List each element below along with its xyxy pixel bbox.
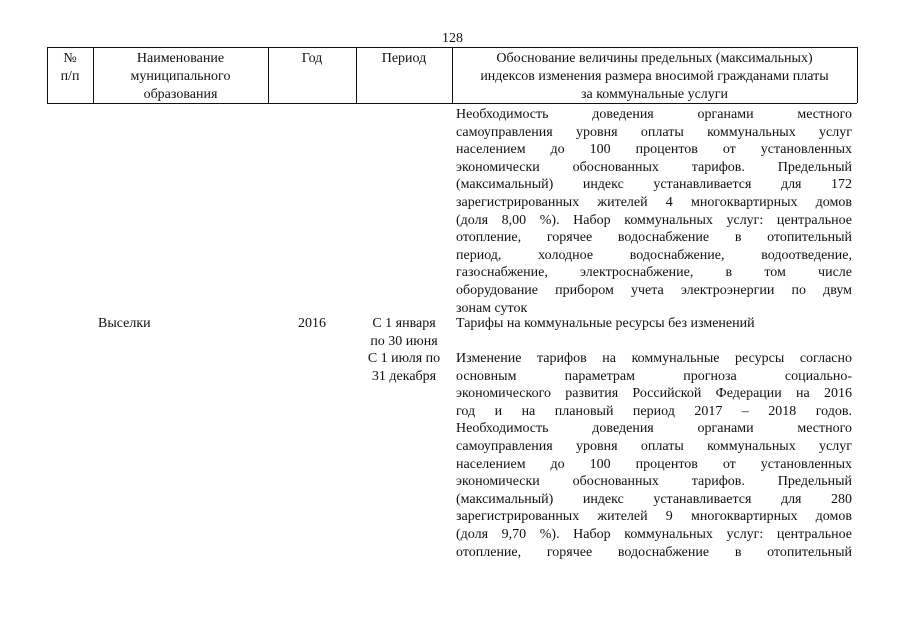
paragraph-line: Необходимость доведения органами местного xyxy=(456,421,852,437)
row-year: 2016 xyxy=(298,316,326,331)
justification-second-half xyxy=(456,350,852,561)
period-line: С 1 января xyxy=(372,316,436,331)
paragraph-line: (доля 9,70 %). Набор коммунальных услуг: центральное xyxy=(456,526,852,542)
header-num-line: п/п xyxy=(60,69,80,84)
paragraph-line: (максимальный) индекс устанавливается для 172 xyxy=(456,177,852,193)
paragraph-line: зонам суток xyxy=(456,300,528,316)
paragraph-line: газоснабжение, электроснабжение, в том числе xyxy=(456,265,852,281)
paragraph-line: экономического развития Российской Федерации на 2016 xyxy=(456,386,852,402)
period-second-half xyxy=(356,350,452,385)
justification-continuation xyxy=(456,106,852,317)
period-first-half xyxy=(356,315,452,350)
table-right-border xyxy=(857,47,858,103)
paragraph-line: год и на плановый период 2017 – 2018 годов. xyxy=(456,403,852,419)
paragraph-line: (доля 8,00 %). Набор коммунальных услуг: центральное xyxy=(456,212,852,228)
header-num-line: № xyxy=(63,51,77,66)
period-line: С 1 июля по xyxy=(367,351,441,366)
paragraph-line: экономически обоснованных тарифов. Предельный xyxy=(456,159,852,175)
paragraph-line: отопление, горячее водоснабжение в отопительный xyxy=(456,230,852,246)
paragraph-line: Изменение тарифов на коммунальные ресурсы согласно xyxy=(456,351,852,366)
period-line: 31 декабря xyxy=(371,368,437,384)
header-year xyxy=(268,50,356,68)
header-name-line: муниципального xyxy=(130,69,231,84)
header-year-line: Год xyxy=(301,51,323,66)
paragraph-line: отопление, горячее водоснабжение в отопительный xyxy=(456,544,852,560)
paragraph-line: самоуправления уровня оплаты коммунальных услуг xyxy=(456,124,852,140)
paragraph-line: зарегистрированных жителей 4 многоквартирных домов xyxy=(456,194,852,210)
justification-first-half: Тарифы на коммунальные ресурсы без изменений xyxy=(456,316,755,331)
header-justification-line: индексов изменения размера вносимой гражданами платы xyxy=(480,69,829,84)
header-justification xyxy=(452,50,857,104)
paragraph-line: (максимальный) индекс устанавливается для 280 xyxy=(456,491,852,507)
header-period xyxy=(356,50,452,68)
header-name xyxy=(93,50,268,104)
paragraph-line: экономически обоснованных тарифов. Предельный xyxy=(456,474,852,490)
paragraph-line: Необходимость доведения органами местного xyxy=(456,107,852,122)
paragraph-line: период, холодное водоснабжение, водоотведение, xyxy=(456,247,852,263)
paragraph-line: основным параметрам прогноза социально- xyxy=(456,368,852,384)
paragraph-line: оборудование прибором учета электроэнергии по двум xyxy=(456,282,852,298)
header-name-line: образования xyxy=(143,87,218,102)
paragraph-line: населением до 100 процентов от установленных xyxy=(456,142,852,158)
paragraph-line: населением до 100 процентов от установленных xyxy=(456,456,852,472)
header-justification-line: за коммунальные услуги xyxy=(580,87,729,102)
header-period-line: Период xyxy=(381,51,427,66)
header-name-line: Наименование xyxy=(136,51,225,66)
header-num xyxy=(47,50,93,86)
header-justification-line: Обоснование величины предельных (максимальных) xyxy=(496,51,813,66)
period-line: по 30 июня xyxy=(370,333,438,349)
municipality-name: Выселки xyxy=(98,316,151,331)
page-number: 128 xyxy=(442,31,463,46)
paragraph-line: самоуправления уровня оплаты коммунальных услуг xyxy=(456,438,852,454)
paragraph-line: зарегистрированных жителей 9 многоквартирных домов xyxy=(456,509,852,525)
